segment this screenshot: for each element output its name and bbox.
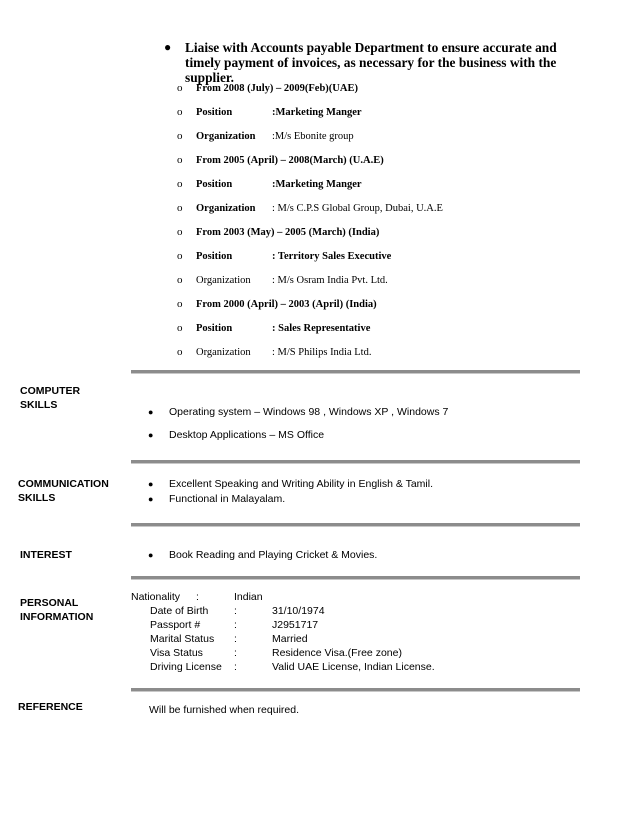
bullet-dot-icon: ●: [164, 40, 172, 54]
bullet-dot-icon: ●: [148, 407, 154, 417]
experience-value: : M/S Philips India Ltd.: [272, 347, 372, 358]
experience-value: :Marketing Manger: [272, 107, 362, 118]
colon: :: [234, 633, 237, 645]
experience-period: From 2005 (April) – 2008(March) (U.A.E): [196, 155, 384, 166]
circle-bullet-icon: o: [177, 202, 183, 214]
skill-text: Operating system – Windows 98 , Windows XP , Windows 7: [169, 406, 449, 418]
responsibility-text: Liaise with Accounts payable Department to ensure accurate and timely payment of invoices, as necessary for the business with the supplier.: [185, 40, 557, 85]
personal-field-value: Married: [272, 633, 308, 645]
experience-label: Organization: [196, 347, 251, 358]
skill-text: Functional in Malayalam.: [169, 493, 286, 505]
skill-text: Desktop Applications – MS Office: [169, 429, 325, 441]
colon: :: [234, 661, 237, 673]
experience-label: Position: [196, 323, 233, 334]
experience-label: Position: [196, 179, 233, 190]
personal-information-label: [20, 596, 93, 624]
bullet-dot-icon: ●: [148, 550, 154, 560]
experience-period: From 2003 (May) – 2005 (March) (India): [196, 227, 380, 238]
list-item: [148, 477, 433, 491]
circle-bullet-icon: o: [177, 274, 183, 286]
computer-skills-label: [20, 384, 80, 412]
personal-field-label: Driving License: [150, 661, 222, 673]
circle-bullet-icon: o: [177, 106, 183, 118]
experience-item: [177, 177, 362, 191]
section-divider: [131, 523, 580, 527]
interest-text: Book Reading and Playing Cricket & Movies.: [169, 549, 378, 561]
label-line: SKILLS: [20, 399, 58, 411]
responsibility-bullet: [164, 40, 594, 85]
experience-period: From 2000 (April) – 2003 (April) (India): [196, 299, 377, 310]
bullet-dot-icon: ●: [148, 479, 154, 489]
label-line: COMPUTER: [20, 385, 81, 397]
experience-label: Position: [196, 251, 233, 262]
experience-label: Organization: [196, 203, 256, 214]
experience-item: [177, 153, 384, 167]
personal-field-label: Passport #: [150, 619, 201, 631]
experience-item: [177, 273, 388, 287]
experience-value: :M/s Ebonite group: [272, 131, 354, 142]
personal-field-value: 31/10/1974: [272, 605, 325, 617]
personal-field-label: Visa Status: [150, 647, 203, 659]
experience-item: [177, 345, 371, 359]
label-line: SKILLS: [18, 492, 56, 504]
experience-item: [177, 201, 443, 215]
personal-field-label: Date of Birth: [150, 605, 209, 617]
circle-bullet-icon: o: [177, 178, 183, 190]
list-item: [148, 492, 285, 506]
experience-item: [177, 81, 358, 95]
list-item: [148, 405, 448, 419]
experience-item: [177, 225, 379, 239]
label-line: PERSONAL: [20, 597, 79, 609]
communication-skills-label: [18, 477, 109, 505]
experience-label: Organization: [196, 131, 256, 142]
experience-item: [177, 105, 362, 119]
experience-period: From 2008 (July) – 2009(Feb)(UAE): [196, 83, 358, 94]
personal-field-label: Marital Status: [150, 633, 215, 645]
experience-item: [177, 297, 377, 311]
personal-field-value: Valid UAE License, Indian License.: [272, 661, 435, 673]
colon: :: [234, 619, 237, 631]
label-line: COMMUNICATION: [18, 478, 109, 490]
circle-bullet-icon: o: [177, 250, 183, 262]
nationality-label: Nationality: [131, 591, 181, 603]
section-divider: [131, 460, 580, 464]
experience-item: [177, 129, 354, 143]
list-item: [148, 548, 377, 562]
colon: :: [234, 647, 237, 659]
list-item: [148, 428, 324, 442]
experience-item: [177, 321, 370, 335]
section-divider: [131, 370, 580, 374]
reference-text: Will be furnished when required.: [149, 704, 299, 716]
circle-bullet-icon: o: [177, 226, 183, 238]
colon: :: [196, 591, 199, 603]
experience-label: Organization: [196, 275, 251, 286]
experience-item: [177, 249, 391, 263]
interest-label: INTEREST: [20, 549, 72, 561]
circle-bullet-icon: o: [177, 130, 183, 142]
experience-value: :Marketing Manger: [272, 179, 362, 190]
section-divider: [131, 688, 580, 692]
experience-value: : Sales Representative: [272, 323, 371, 334]
label-line: INFORMATION: [20, 611, 94, 623]
section-divider: [131, 576, 580, 580]
experience-value: : Territory Sales Executive: [272, 251, 392, 262]
circle-bullet-icon: o: [177, 154, 183, 166]
personal-field-value: Residence Visa.(Free zone): [272, 647, 402, 659]
circle-bullet-icon: o: [177, 298, 183, 310]
circle-bullet-icon: o: [177, 82, 183, 94]
circle-bullet-icon: o: [177, 346, 183, 358]
colon: :: [234, 605, 237, 617]
experience-value: : M/s C.P.S Global Group, Dubai, U.A.E: [272, 203, 443, 214]
circle-bullet-icon: o: [177, 322, 183, 334]
nationality-value: Indian: [234, 591, 263, 603]
reference-label: REFERENCE: [18, 701, 83, 713]
experience-label: Position: [196, 107, 233, 118]
bullet-dot-icon: ●: [148, 494, 154, 504]
personal-field-value: J2951717: [272, 619, 319, 631]
skill-text: Excellent Speaking and Writing Ability in English & Tamil.: [169, 478, 433, 490]
bullet-dot-icon: ●: [148, 430, 154, 440]
experience-value: : M/s Osram India Pvt. Ltd.: [272, 275, 388, 286]
